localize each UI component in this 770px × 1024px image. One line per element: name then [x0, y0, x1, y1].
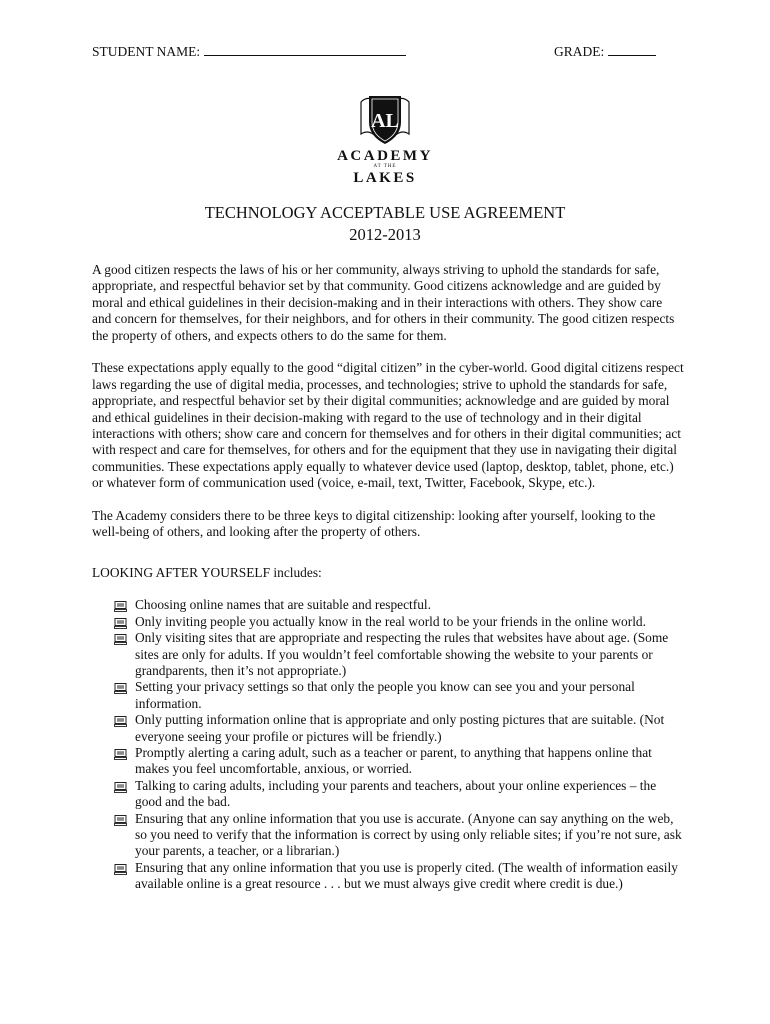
paragraph: A good citizen respects the laws of his or her community, always striving to uphold the standards for safe, appropriate, and respectful behavior set by that community. Good citizens acknowledge and are guided by moral and ethical guidelines in their decision-making and in their interactions with others. They show care and concern for themselves, for their neighbors, and for others in their community. The good citizen respects the property of others, and expects others to do the same for them.	[92, 262, 675, 343]
logo-word-lakes: LAKES	[353, 170, 417, 186]
grade-label: GRADE:	[554, 44, 605, 59]
computer-icon	[114, 814, 127, 825]
computer-icon	[114, 863, 127, 874]
header-row	[92, 44, 682, 66]
student-name-blank	[204, 44, 406, 56]
computer-icon	[114, 748, 127, 759]
shield-crest-icon	[357, 94, 413, 146]
grade-field	[554, 44, 656, 60]
student-name-field	[92, 44, 406, 60]
list-item	[114, 745, 684, 778]
list-item	[114, 778, 684, 811]
list-item-text: Only inviting people you actually know in the real world to be your friends in the online world.	[135, 613, 646, 629]
list-item-text: Setting your privacy settings so that only the people you know can see you and your personal information.	[135, 679, 635, 711]
list-item	[114, 860, 684, 893]
computer-icon	[114, 600, 127, 611]
section-heading: LOOKING AFTER YOURSELF includes:	[92, 564, 322, 580]
list-item-text: Choosing online names that are suitable and respectful.	[135, 597, 431, 613]
list-item-text: Promptly alerting a caring adult, such as a teacher or parent, to anything that happens online that makes you feel uncomfortable, anxious, or worried.	[135, 744, 652, 777]
list-item-text: Only putting information online that is appropriate and only posting pictures that are suitable. (Not everyone seeing your profile or pictures will be friendly.)	[135, 712, 665, 744]
academy-logo	[0, 94, 770, 186]
list-item	[114, 630, 684, 679]
looking-after-yourself-list	[92, 597, 684, 892]
logo-monogram: AL	[371, 110, 399, 132]
title-year: 2012-2013	[349, 225, 421, 244]
document-title	[0, 202, 770, 246]
list-item	[114, 597, 684, 613]
list-item-text: Only visiting sites that are appropriate and respecting the rules that websites have about age. (Some sites are only for adults. If you wouldn’t feel comfortable showing the website to your parents or grandparents, then it’s not appropriate.)	[135, 630, 669, 678]
list-item-text: Talking to caring adults, including your parents and teachers, about your online experiences – the good and the bad.	[135, 777, 657, 810]
computer-icon	[114, 617, 127, 628]
paragraph: The Academy considers there to be three keys to digital citizenship: looking after yourself, looking to the well-being of others, and looking after the property of others.	[92, 508, 656, 540]
list-item-text: Ensuring that any online information that you use is properly cited. (The wealth of information easily available online is a great resource . . . but we must always give credit where credit is due.)	[135, 859, 678, 892]
document-body	[92, 262, 684, 893]
title-main: TECHNOLOGY ACCEPTABLE USE AGREEMENT	[204, 203, 566, 222]
computer-icon	[114, 715, 127, 726]
list-item	[114, 679, 684, 712]
paragraph: These expectations apply equally to the good “digital citizen” in the cyber-world. Good digital citizens respect laws regarding the use of digital media, processes, and technologies; strive to uphold the standards for safe, appropriate, and respectful behavior set by their digital communities; acknowledge and are guided by moral and ethical guidelines in their decision-making with regard to the use of technology and in their digital interactions with others; show care and concern for themselves and for others in their digital communities; act with respect and care for themselves, for others and for the equipment that they use in navigating their digital communities. These expectations apply equally to whatever device used (laptop, desktop, tablet, phone, etc.) or whatever form of communication used (voice, e-mail, text, Twitter, Facebook, Skype, etc.).	[92, 360, 684, 491]
list-item	[114, 712, 684, 745]
computer-icon	[114, 633, 127, 644]
list-item-text: Ensuring that any online information that you use is accurate. (Anyone can say anything on the web, so you need to verify that the information is correct by using only reliable sites; if you’re not sure, ask your parents, a teacher, or a librarian.)	[135, 810, 682, 859]
computer-icon	[114, 781, 127, 792]
logo-word-academy: ACADEMY	[337, 148, 433, 164]
student-name-label: STUDENT NAME:	[92, 44, 201, 59]
logo-word-at-the: AT THE	[373, 164, 397, 169]
grade-blank	[608, 44, 656, 56]
list-item	[114, 614, 684, 630]
list-item	[114, 811, 684, 860]
computer-icon	[114, 682, 127, 693]
